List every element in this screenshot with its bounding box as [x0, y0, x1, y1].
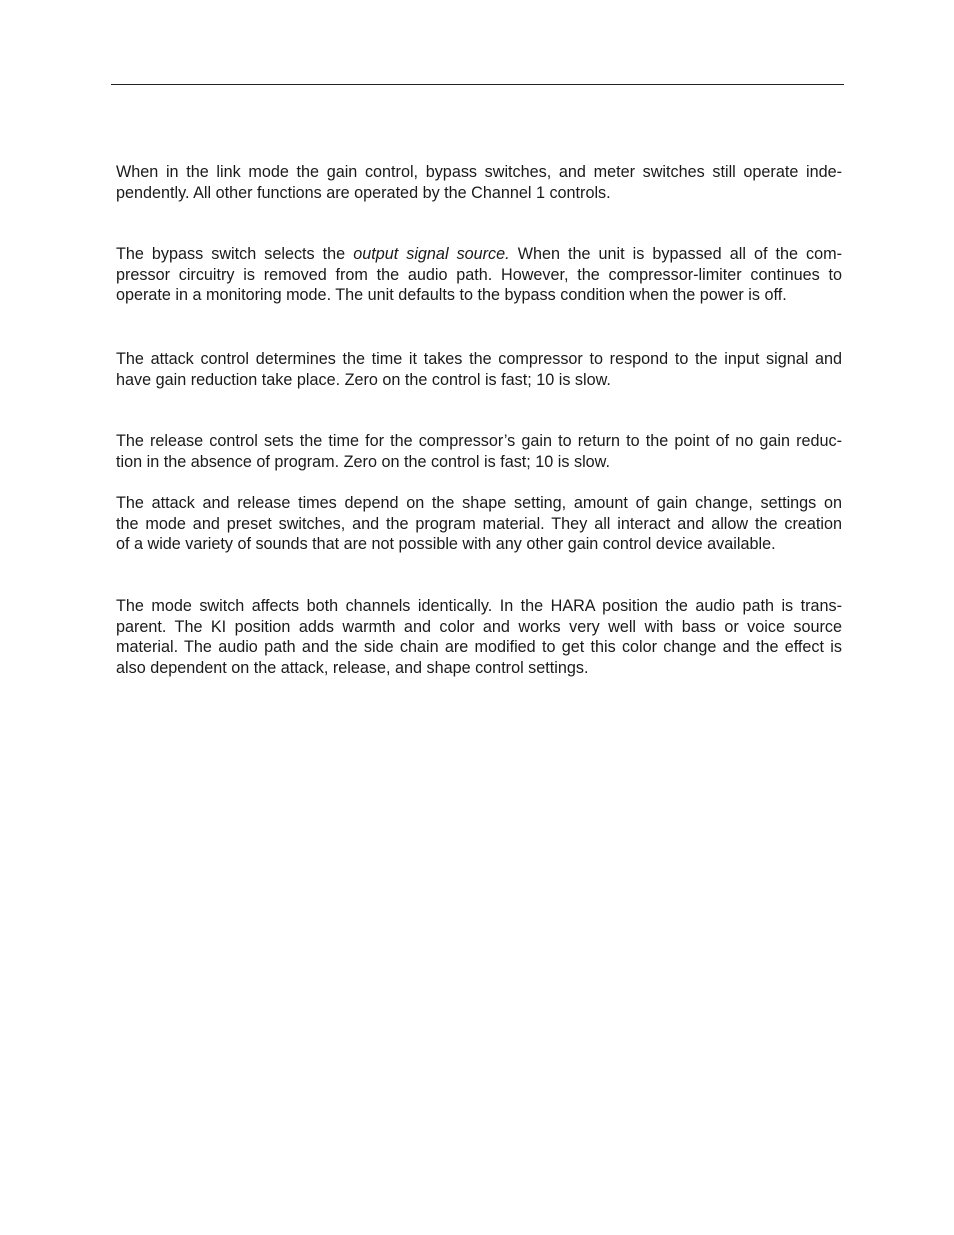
- text-line: material. The audio path and the side chain are modified to get this color change and the effect is: [116, 638, 842, 657]
- text-line: have gain reduction take place. Zero on the control is fast; 10 is slow.: [116, 370, 611, 389]
- text-line: tion in the absence of program. Zero on the control is fast; 10 is slow.: [116, 452, 610, 471]
- text-line: pressor circuitry is removed from the audio path. However, the compressor-limiter continues to: [116, 265, 842, 284]
- text-line: parent. The KI position adds warmth and color and works very well with bass or voice source: [116, 617, 842, 636]
- paragraph-attack: [116, 349, 842, 390]
- text-line: of a wide variety of sounds that are not possible with any other gain control device available.: [116, 535, 776, 554]
- text-line: The attack control determines the time it takes the compressor to respond to the input signal and: [116, 350, 842, 368]
- paragraph-release: [116, 431, 842, 472]
- text-span: The bypass switch selects the: [116, 245, 354, 263]
- text-line: The release control sets the time for the compressor’s gain to return to the point of no gain reduc-: [116, 432, 842, 450]
- text-line: The mode switch affects both channels identically. In the HARA position the audio path is trans-: [116, 597, 842, 615]
- text-line: pendently. All other functions are operated by the Channel 1 controls.: [116, 183, 611, 202]
- header-rule: [111, 84, 844, 85]
- paragraph-attack-release-times: [116, 493, 842, 555]
- text-line: operate in a monitoring mode. The unit defaults to the bypass condition when the power is off.: [116, 286, 787, 305]
- paragraph-bypass: [116, 244, 842, 306]
- paragraph-mode: [116, 596, 842, 679]
- text-line: the mode and preset switches, and the program material. They all interact and allow the creation: [116, 514, 842, 533]
- text-span: When the unit is bypassed all of the com-: [509, 245, 842, 263]
- text-line: The attack and release times depend on the shape setting, amount of gain change, settings on: [116, 494, 842, 512]
- emphasis-output-signal-source: output signal source.: [353, 245, 510, 263]
- paragraph-link-mode: [116, 162, 842, 203]
- text-line: [116, 244, 842, 265]
- text-line: When in the link mode the gain control, bypass switches, and meter switches still operate inde-: [116, 163, 842, 181]
- text-line: also dependent on the attack, release, and shape control settings.: [116, 659, 589, 678]
